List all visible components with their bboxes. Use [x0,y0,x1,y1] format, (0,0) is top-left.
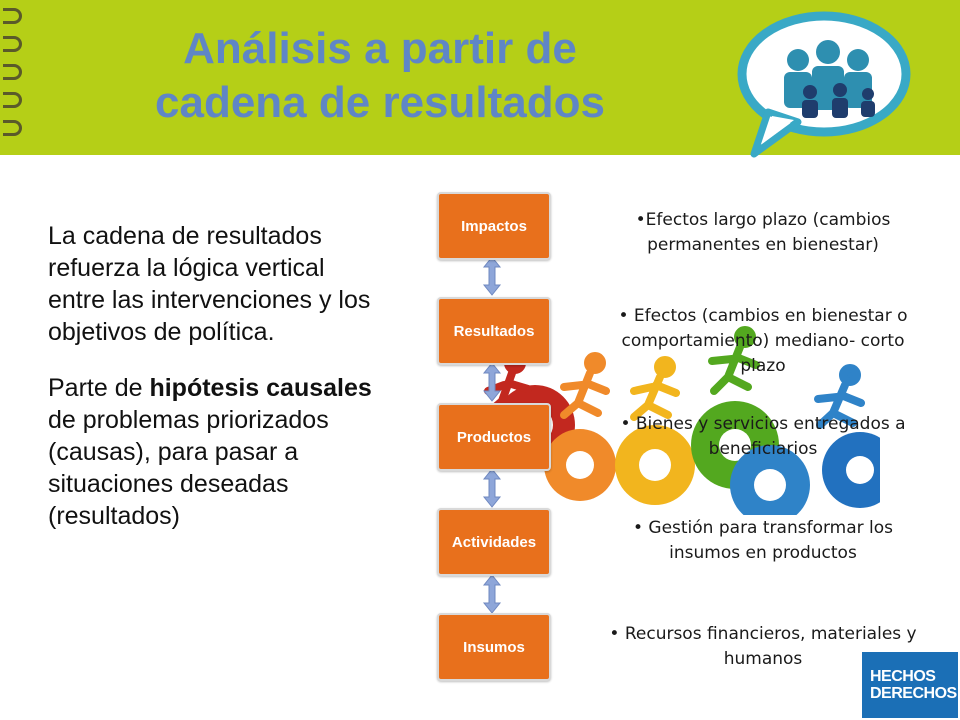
arrow-up-down-icon [484,469,500,507]
binder-ring [3,8,22,24]
people-group-icon [728,8,914,158]
desc-productos: • Bienes y servicios entregados a beneficiarios [620,414,906,459]
binder-ring [3,120,22,136]
left-description [48,220,388,556]
binder-ring [3,64,22,80]
page-title [120,22,640,130]
hypothesis-prefix: Parte de [48,374,150,402]
title-line-1: Análisis a partir de [183,24,577,73]
paragraph-chain: La cadena de resultados refuerza la lógica vertical entre las intervenciones y los objetivos de política. [48,222,371,346]
desc-impactos: •Efectos largo plazo (cambios permanentes en bienestar) [635,210,891,255]
chain-box-impactos: Impactos [437,192,551,260]
desc-resultados: • Efectos (cambios en bienestar o comportamiento) mediano- corto plazo [618,306,908,376]
desc-actividades: • Gestión para transformar los insumos en productos [632,518,894,563]
desc-insumos: • Recursos financieros, materiales y humanos [609,624,917,669]
binder-ring [3,36,22,52]
chain-box-actividades: Actividades [437,508,551,576]
title-line-2: cadena de resultados [155,78,605,127]
hypothesis-bold: hipótesis causales [149,374,372,402]
arrow-up-down-icon [484,257,500,295]
chain-box-productos: Productos [437,403,551,471]
hypothesis-suffix: de problemas priorizados (causas), para pasar a situaciones deseadas (resultados) [48,406,329,530]
hechos-derechos-logo [862,652,958,718]
paragraph-hypothesis [48,372,388,532]
binder-ring [3,92,22,108]
chain-box-insumos: Insumos [437,613,551,681]
logo-text: HECHOS DERECHOS [870,668,957,702]
binder-rings [0,0,24,140]
chain-box-resultados: Resultados [437,297,551,365]
arrow-up-down-icon [484,575,500,613]
arrow-up-down-icon [484,363,500,401]
